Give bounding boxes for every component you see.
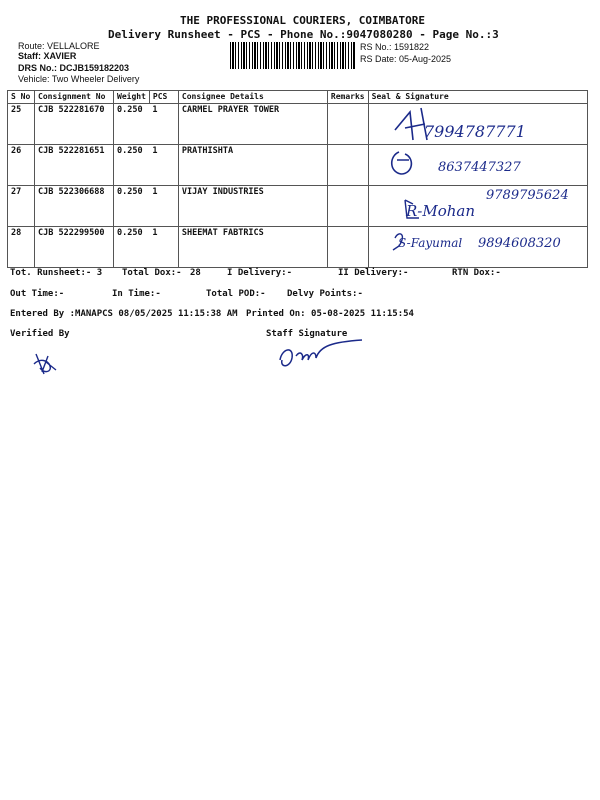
handwritten-phone-row4: 9894608320 (478, 236, 561, 251)
cell-weight: 0.250 (114, 145, 150, 186)
verified-by-label: Verified By (10, 329, 70, 339)
cell-sno: 27 (8, 186, 35, 227)
runsheet-subtitle: Delivery Runsheet - PCS - Phone No.:9047080280 - Page No.:3 (108, 28, 499, 41)
cell-consignee: CARMEL PRAYER TOWER (178, 104, 327, 145)
entered-by: Entered By :MANAPCS 08/05/2025 11:15:38 AM (10, 309, 238, 319)
cell-consignment: CJB 522299500 (35, 227, 114, 268)
ii-delivery-label: II Delivery:- (338, 268, 409, 278)
handwritten-phone-row1: 7994787771 (424, 122, 526, 141)
cell-pcs: 1 (149, 145, 178, 186)
handwritten-phone-row3: 9789795624 (486, 188, 569, 203)
cell-weight: 0.250 (114, 227, 150, 268)
total-pod-label: Total POD:- (206, 289, 266, 299)
handwritten-name-row4: S-Fayumal (398, 236, 463, 250)
col-weight: Weight (114, 91, 150, 104)
cell-remarks (327, 145, 368, 186)
signature-mark-row1 (395, 108, 427, 140)
cell-weight: 0.250 (114, 186, 150, 227)
cell-sno: 25 (8, 104, 35, 145)
cell-consignment: CJB 522306688 (35, 186, 114, 227)
staff-signature-scribble (272, 330, 372, 375)
cell-pcs: 1 (149, 186, 178, 227)
out-time-label: Out Time:- (10, 289, 65, 299)
cell-pcs: 1 (149, 227, 178, 268)
cell-consignee: PRATHISHTA (178, 145, 327, 186)
staff-signature-label: Staff Signature (266, 329, 348, 339)
rtn-dox-label: RTN Dox:- (452, 268, 501, 278)
cell-consignment: CJB 522281651 (35, 145, 114, 186)
rs-date-label: RS Date: 05-Aug-2025 (360, 54, 452, 64)
printed-on: Printed On: 05-08-2025 11:15:54 (246, 309, 414, 319)
cell-consignee: SHEEMAT FABTRICS (178, 227, 327, 268)
col-signature: Seal & Signature (368, 91, 587, 104)
staff-label: Staff: XAVIER (18, 51, 77, 61)
verifier-signature (30, 350, 60, 378)
drs-label: DRS No.: DCJB159182203 (18, 63, 130, 73)
cell-remarks (327, 227, 368, 268)
handwritten-name-row3: R-Mohan (406, 202, 476, 220)
signature-mark-row2 (392, 152, 412, 174)
cell-weight: 0.250 (114, 104, 150, 145)
company-title: THE PROFESSIONAL COURIERS, COIMBATORE (180, 14, 426, 27)
i-delivery-label: I Delivery:- (227, 268, 293, 278)
col-remarks: Remarks (327, 91, 368, 104)
delvy-points-label: Delvy Points:- (287, 289, 363, 299)
total-dox-value: 28 (190, 268, 201, 278)
in-time-label: In Time:- (112, 289, 161, 299)
rs-no-label: RS No.: 1591822 (360, 42, 430, 52)
cell-sno: 26 (8, 145, 35, 186)
cell-sno: 28 (8, 227, 35, 268)
cell-consignment: CJB 522281670 (35, 104, 114, 145)
cell-remarks (327, 104, 368, 145)
total-dox-label: Total Dox:- (122, 268, 182, 278)
cell-remarks (327, 186, 368, 227)
route-label: Route: VELLALORE (18, 41, 100, 51)
col-pcs: PCS (149, 91, 178, 104)
cell-pcs: 1 (149, 104, 178, 145)
vehicle-label: Vehicle: Two Wheeler Delivery (18, 74, 140, 84)
cell-consignee: VIJAY INDUSTRIES (178, 186, 327, 227)
col-consignment: Consignment No (35, 91, 114, 104)
handwritten-phone-row2: 8637447327 (438, 160, 521, 175)
tot-runsheet: Tot. Runsheet:- 3 (10, 268, 103, 278)
barcode (230, 42, 355, 69)
col-sno: S No (8, 91, 35, 104)
col-consignee: Consignee Details (178, 91, 327, 104)
